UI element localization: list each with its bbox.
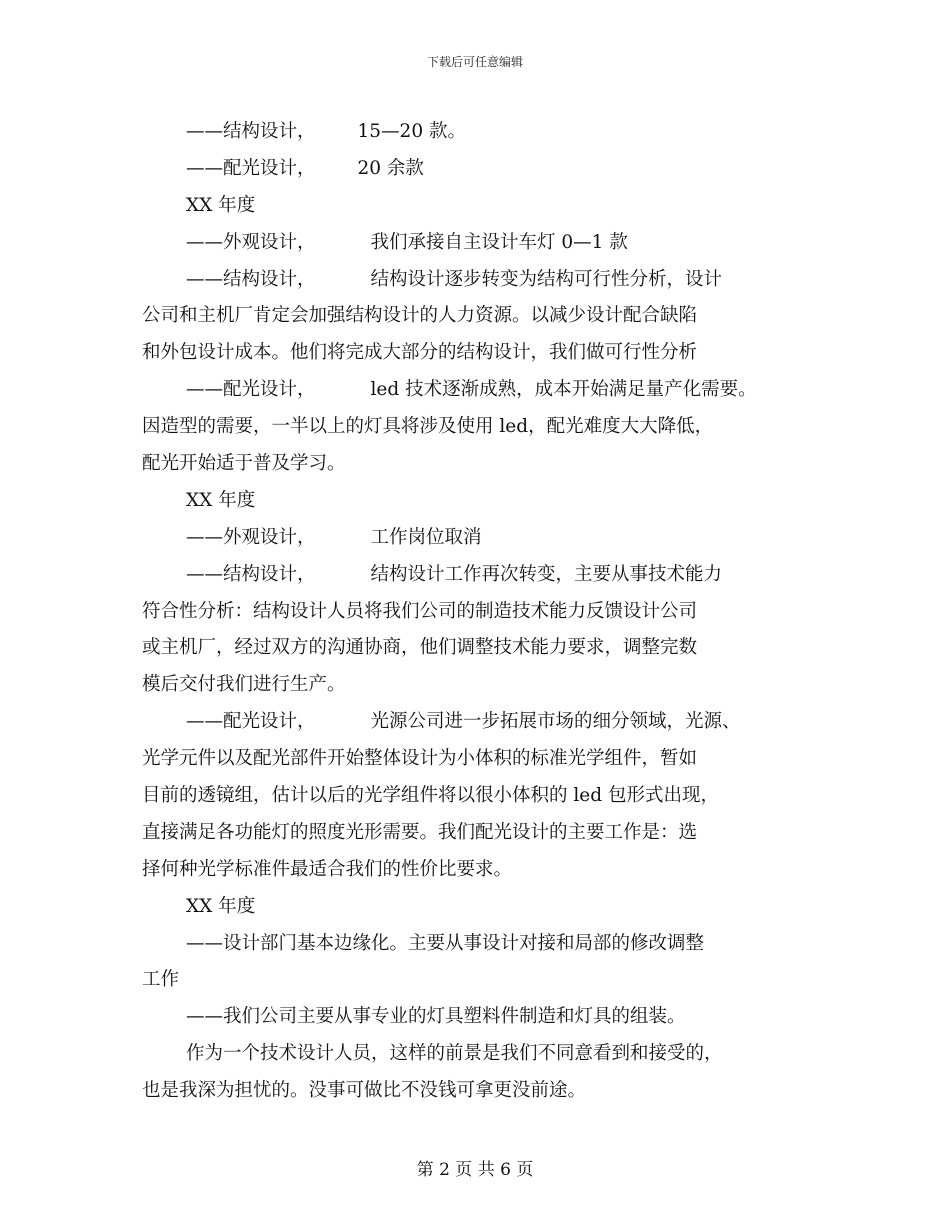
paragraph-line: ——设计部门基本边缘化。主要从事设计对接和局部的修改调整 bbox=[186, 932, 705, 954]
item-text: 15—20 款。 bbox=[357, 121, 466, 142]
year-heading: XX 年度 bbox=[186, 194, 256, 216]
paragraph-line bbox=[142, 372, 832, 409]
paragraph-line: 或主机厂，经过双方的沟通协商，他们调整技术能力要求，调整完数 bbox=[142, 637, 698, 659]
paragraph-line: 择何种光学标准件最适合我们的性价比要求。 bbox=[142, 858, 513, 880]
paragraph-line: 配光开始适于普及学习。 bbox=[142, 453, 346, 475]
paragraph-line: 也是我深为担忧的。没事可做比不没钱可拿更没前途。 bbox=[142, 1080, 587, 1102]
item-label: ——外观设计， bbox=[186, 231, 316, 253]
paragraph-line: 公司和主机厂肯定会加强结构设计的人力资源。以减少设计配合缺陷 bbox=[142, 305, 698, 327]
item-label: ——结构设计， bbox=[186, 268, 316, 290]
item-text: 工作岗位取消 bbox=[370, 526, 482, 548]
item-text: 结构设计工作再次转变，主要从事技术能力 bbox=[370, 563, 723, 585]
item-text: 20 余款 bbox=[357, 157, 424, 179]
document-body bbox=[142, 114, 832, 1110]
paragraph-line: 目前的透镜组，估计以后的光学组件将以很小体积的 led 包形式出现， bbox=[142, 785, 719, 807]
page-header: 下载后可任意编辑 bbox=[426, 55, 523, 69]
item-text: 我们承接自主设计车灯 0—1 款 bbox=[370, 231, 628, 253]
year-heading: XX 年度 bbox=[186, 895, 256, 917]
item-text: 光源公司进一步拓展市场的细分领域，光源、 bbox=[370, 711, 741, 733]
item-label: ——结构设计， bbox=[186, 121, 316, 142]
paragraph-line: 光学元件以及配光部件开始整体设计为小体积的标准光学组件，暂如 bbox=[142, 748, 698, 770]
page-number: 第 2 页 共 6 页 bbox=[416, 1160, 534, 1180]
paragraph-line: 模后交付我们进行生产。 bbox=[142, 674, 346, 696]
item-text: led 技术逐渐成熟，成本开始满足量产化需要。 bbox=[370, 379, 757, 401]
paragraph-line: 因造型的需要，一半以上的灯具将涉及使用 led，配光难度大大降低， bbox=[142, 416, 714, 438]
item-label: ——外观设计， bbox=[186, 526, 316, 548]
paragraph-line: ——我们公司主要从事专业的灯具塑料件制造和灯具的组装。 bbox=[186, 1006, 686, 1028]
item-label: ——结构设计， bbox=[186, 563, 316, 585]
year-heading: XX 年度 bbox=[186, 489, 256, 511]
paragraph-line: 符合性分析：结构设计人员将我们公司的制造技术能力反馈设计公司 bbox=[142, 600, 698, 622]
paragraph-line bbox=[142, 262, 832, 299]
paragraph-line bbox=[142, 151, 832, 188]
item-label: ——配光设计， bbox=[186, 379, 316, 401]
paragraph-line bbox=[142, 557, 832, 594]
paragraph-line: 作为一个技术设计人员，这样的前景是我们不同意看到和接受的， bbox=[186, 1043, 723, 1065]
item-label: ——配光设计， bbox=[186, 157, 316, 179]
paragraph-line bbox=[142, 704, 832, 741]
paragraph-line: 和外包设计成本。他们将完成大部分的结构设计，我们做可行性分析 bbox=[142, 342, 698, 364]
item-label: ——配光设计， bbox=[186, 711, 316, 733]
paragraph-line bbox=[142, 114, 832, 151]
paragraph-line bbox=[142, 225, 832, 262]
item-text: 结构设计逐步转变为结构可行性分析，设计 bbox=[370, 268, 723, 290]
paragraph-line: 工作 bbox=[142, 969, 180, 991]
paragraph-line: 直接满足各功能灯的照度光形需要。我们配光设计的主要工作是：选 bbox=[142, 821, 698, 843]
paragraph-line bbox=[142, 520, 832, 557]
